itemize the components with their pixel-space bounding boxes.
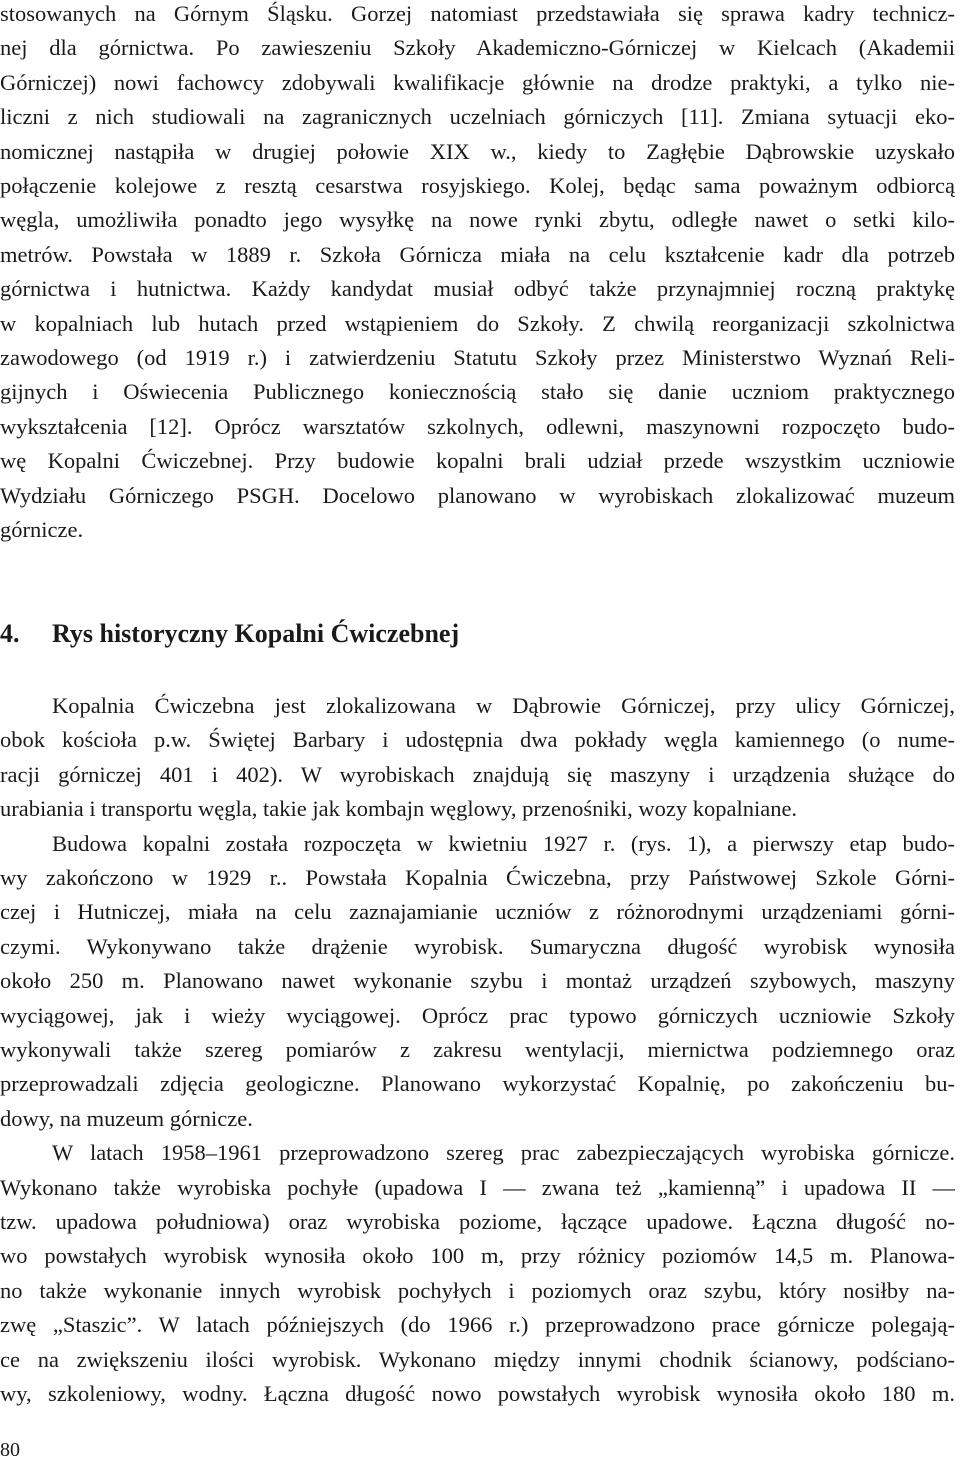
text-line: Budowa kopalni została rozpoczęta w kwietniu 1927 r. (rys. 1), a pierwszy etap budo-: [52, 831, 955, 856]
text-line: zwę „Staszic”. W latach późniejszych (do 1966 r.) przeprowadzono prace górnicze polegają-: [0, 1312, 955, 1337]
page-number: 80: [0, 1439, 20, 1461]
text-line: przeprowadzali zdjęcia geologiczne. Planowano wykorzystać Kopalnię, po zakończeniu bu-: [0, 1071, 955, 1096]
text-line: wyciągowej, jak i wieży wyciągowej. Oprócz prac typowo górniczych uczniowie Szkoły: [0, 1003, 955, 1028]
text-line: Górniczej) nowi fachowcy zdobywali kwalifikacje głównie na drodze praktyki, a tylko nie-: [0, 70, 955, 95]
text-line: liczni z nich studiowali na zagranicznych uczelniach górniczych [11]. Zmiana sytuacji eko-: [0, 104, 955, 129]
text-line: Kopalnia Ćwiczebna jest zlokalizowana w Dąbrowie Górniczej, przy ulicy Górniczej,: [52, 693, 955, 718]
text-line: urabiania i transportu węgla, takie jak kombajn węglowy, przenośniki, wozy kopalniane.: [0, 796, 798, 821]
text-line: czymi. Wykonywano także drążenie wyrobisk. Sumaryczna długość wyrobisk wynosiła: [0, 934, 955, 959]
text-line: stosowanych na Górnym Śląsku. Gorzej natomiast przedstawiała się sprawa kadry technicz-: [0, 1, 955, 26]
text-line: tzw. upadowa południowa) oraz wyrobiska poziome, łączące upadowe. Łączna długość no-: [0, 1209, 955, 1234]
text-line: nomicznej nastąpiła w drugiej połowie XIX w., kiedy to Zagłębie Dąbrowskie uzyskało: [0, 139, 955, 164]
text-line: wy zakończono w 1929 r.. Powstała Kopalnia Ćwiczebna, przy Państwowej Szkole Górni-: [0, 865, 955, 890]
text-line: połączenie kolejowe z resztą cesarstwa rosyjskiego. Kolej, będąc sama poważnym odbiorcą: [0, 173, 955, 198]
text-line: W latach 1958–1961 przeprowadzono szereg prac zabezpieczających wyrobiska górnicze.: [52, 1140, 955, 1165]
text-line: dowy, na muzeum górnicze.: [0, 1106, 253, 1131]
text-line: Wydziału Górniczego PSGH. Docelowo planowano w wyrobiskach zlokalizować muzeum: [0, 483, 955, 508]
text-line: wykonywali także szereg pomiarów z zakresu wentylacji, miernictwa podziemnego oraz: [0, 1037, 955, 1062]
section-title: Rys historyczny Kopalni Ćwiczebnej: [52, 619, 460, 648]
text-line: węgla, umożliwiła ponadto jego wysyłkę na nowe rynki zbytu, odległe nawet o setki kilo-: [0, 207, 955, 232]
text-line: obok kościoła p.w. Świętej Barbary i udostępnia dwa pokłady węgla kamiennego (o nume-: [0, 727, 955, 752]
text-line: czej i Hutniczej, miała na celu zaznajamianie uczniów z różnorodnymi urządzeniami górni-: [0, 899, 955, 924]
section-heading: [0, 614, 459, 654]
text-line: no także wykonanie innych wyrobisk pochyłych i poziomych oraz szybu, który nosiłby na-: [0, 1278, 955, 1303]
text-line: ce na zwiększeniu ilości wyrobisk. Wykonano między innymi chodnik ścianowy, podściano-: [0, 1347, 955, 1372]
text-line: racji górniczej 401 i 402). W wyrobiskach znajdują się maszyny i urządzenia służące do: [0, 762, 955, 787]
text-line: nej dla górnictwa. Po zawieszeniu Szkoły Akademiczno-Górniczej w Kielcach (Akademii: [0, 35, 955, 60]
text-line: górnictwa i hutnictwa. Każdy kandydat musiał odbyć także przynajmniej roczną praktykę: [0, 276, 955, 301]
text-line: zawodowego (od 1919 r.) i zatwierdzeniu Statutu Szkoły przez Ministerstwo Wyznań Reli-: [0, 345, 955, 370]
text-line: górnicze.: [0, 517, 84, 542]
text-line: w kopalniach lub hutach przed wstąpieniem do Szkoły. Z chwilą reorganizacji szkolnictwa: [0, 311, 955, 336]
text-line: wy, szkoleniowy, wodny. Łączna długość nowo powstałych wyrobisk wynosiła około 180 m.: [0, 1381, 955, 1406]
text-line: gijnych i Oświecenia Publicznego koniecznością stało się danie uczniom praktycznego: [0, 379, 955, 404]
text-line: Wykonano także wyrobiska pochyłe (upadowa I — zwana też „kamienną” i upadowa II —: [0, 1175, 955, 1200]
section-number: 4.: [0, 619, 20, 648]
text-line: wę Kopalni Ćwiczebnej. Przy budowie kopalni brali udział przede wszystkim uczniowie: [0, 448, 955, 473]
text-line: metrów. Powstała w 1889 r. Szkoła Górnicza miała na celu kształcenie kadr dla potrzeb: [0, 242, 955, 267]
text-line: wykształcenia [12]. Oprócz warsztatów szkolnych, odlewni, maszynowni rozpoczęto budo-: [0, 414, 955, 439]
text-line: około 250 m. Planowano nawet wykonanie szybu i montaż urządzeń szybowych, maszyny: [0, 968, 955, 993]
text-line: wo powstałych wyrobisk wynosiła około 100 m, przy różnicy poziomów 14,5 m. Planowa-: [0, 1243, 955, 1268]
